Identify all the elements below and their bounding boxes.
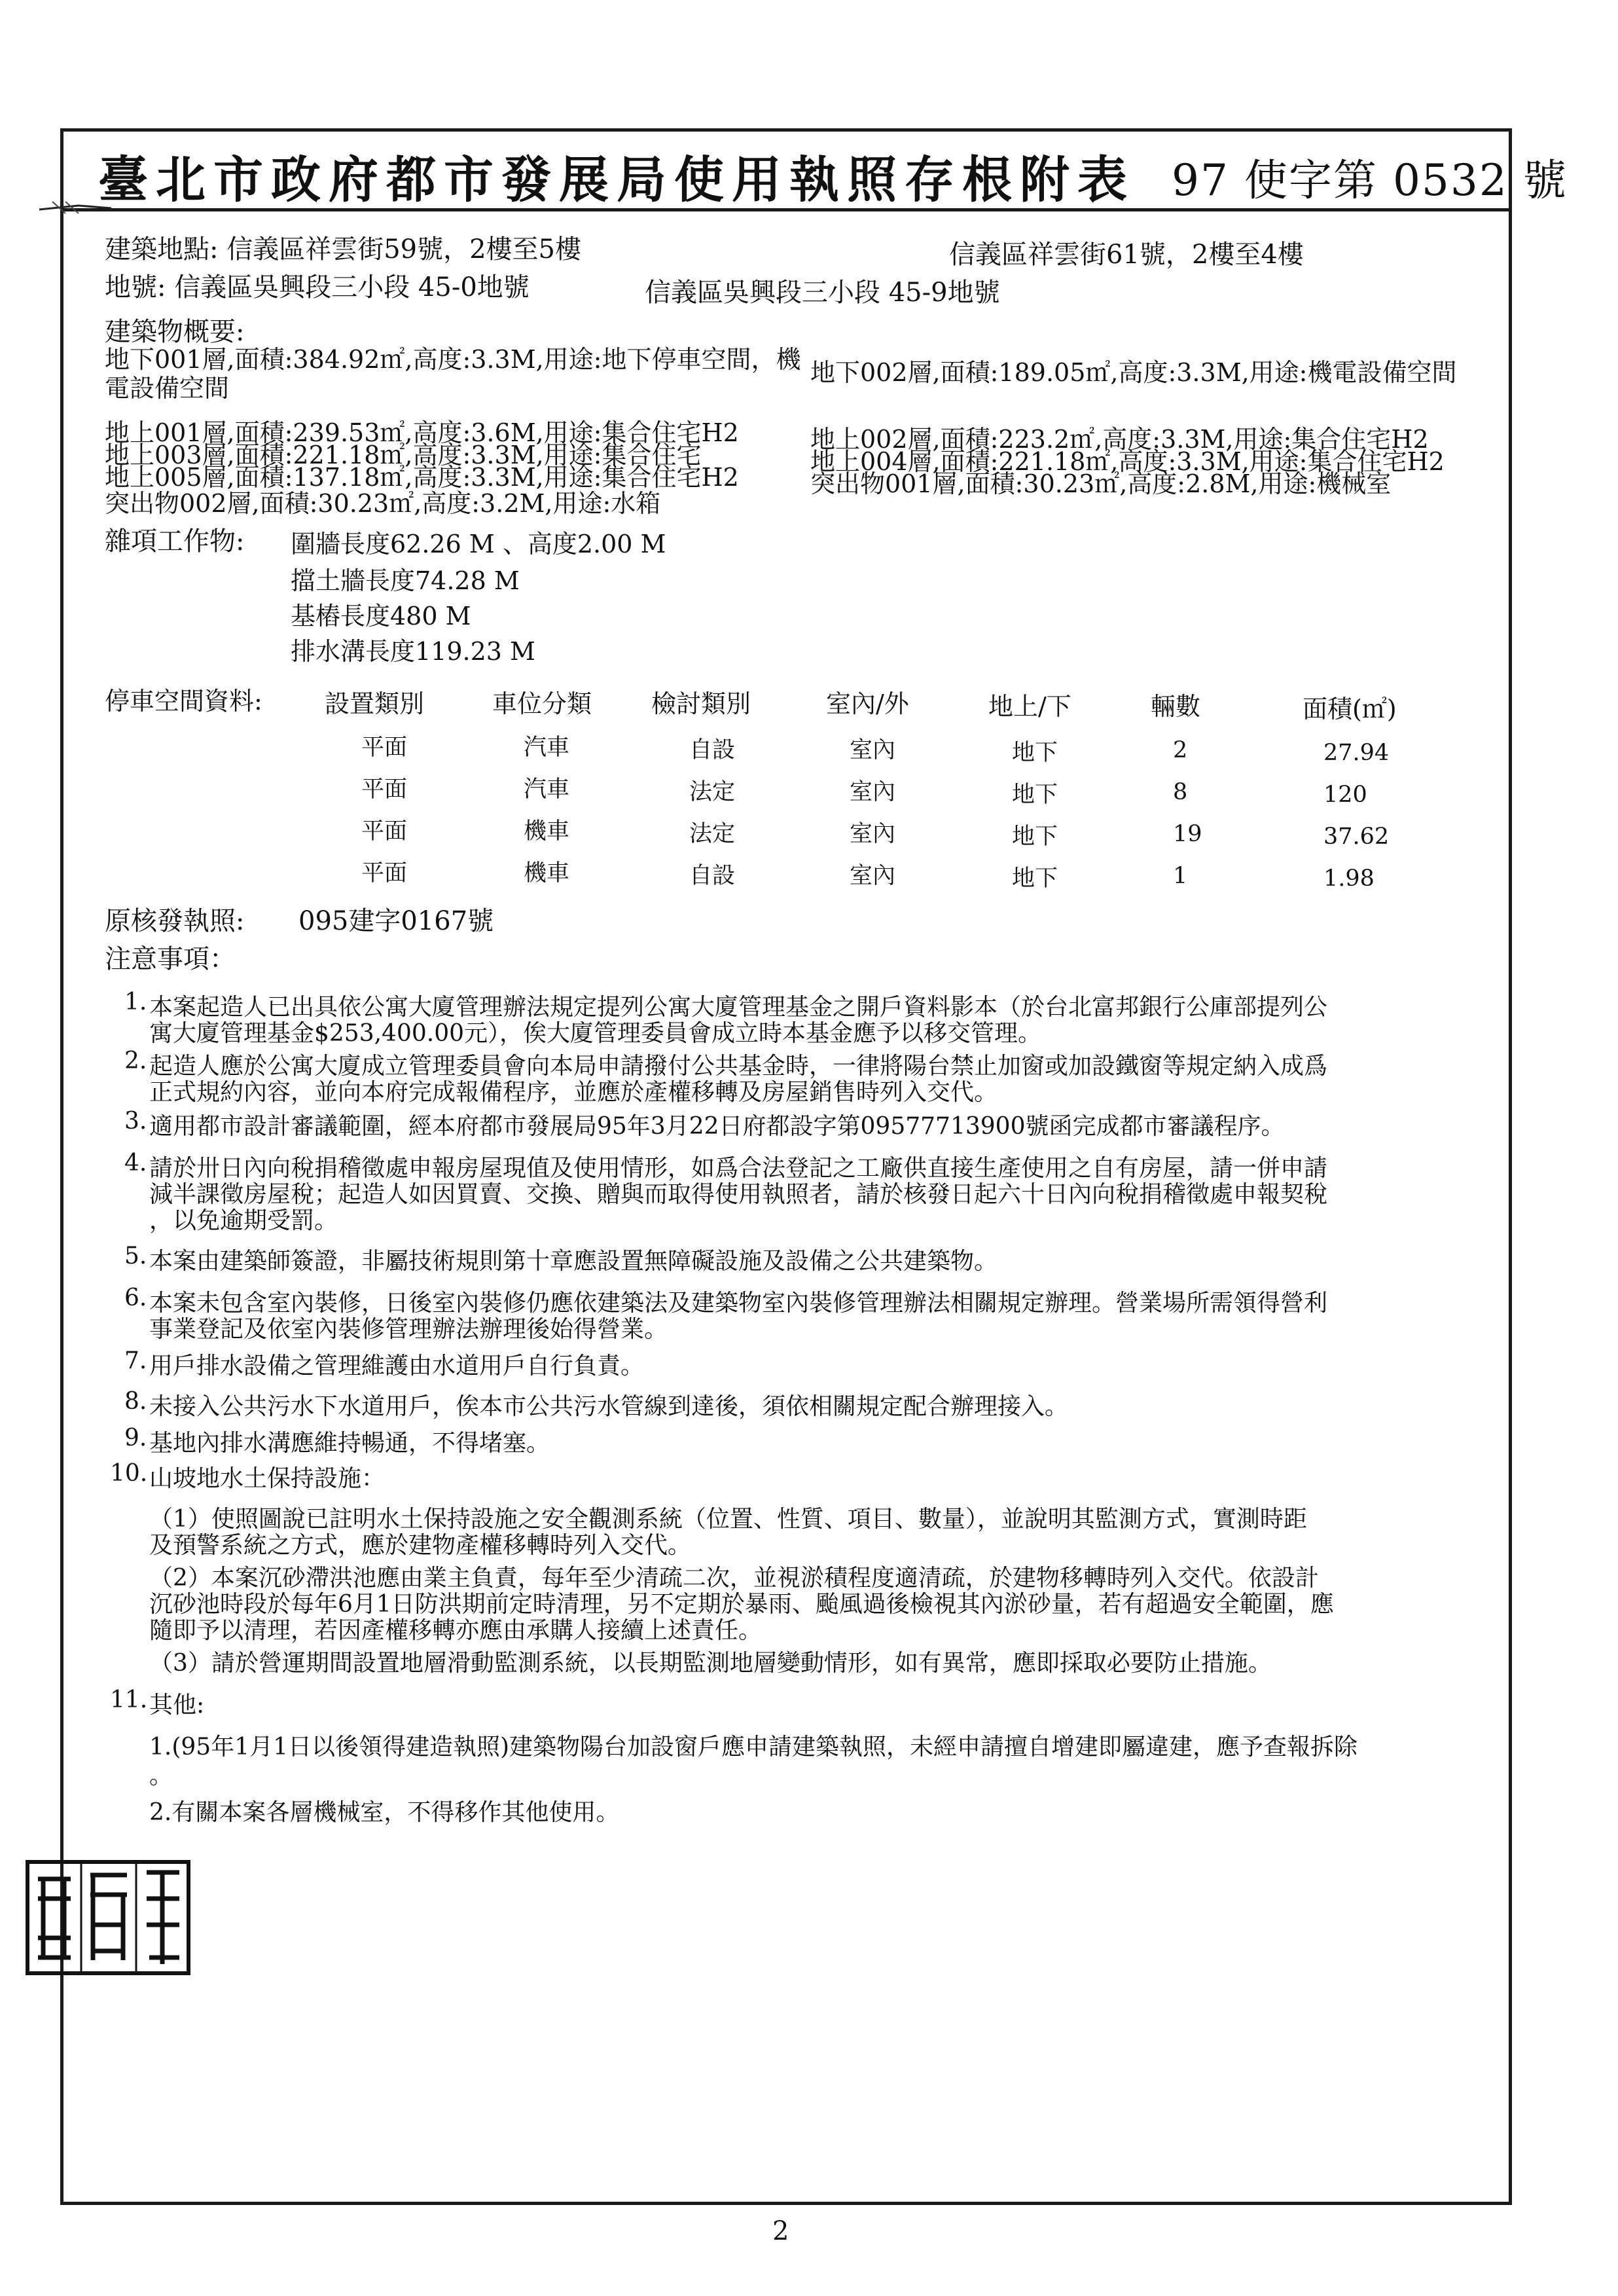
cell: 自設 [689,737,736,763]
misc-item: 擋土牆長度74.28 M [291,566,520,595]
original-license-label: 原核發執照: [105,906,245,936]
note-4-line: 請於卅日內向稅捐稽徵處申報房屋現值及使用情形，如爲合法登記之工廠供直接生產使用之自有房屋，請一併申請 [149,1155,1328,1182]
parking-label: 停車空間資料: [105,687,262,716]
misc-item: 圍牆長度62.26 M 、高度2.00 M [291,530,666,558]
cell: 37.62 [1323,824,1390,850]
cell: 室內 [850,821,896,847]
address-value-2: 信義區祥雲街61號，2樓至4樓 [949,240,1304,270]
lot-row [105,274,530,301]
note-number: 11. [110,1686,148,1713]
note-number: 10. [110,1460,148,1487]
misc-item: 基樁長度480 M [291,602,471,630]
page-title: 臺北市政府都市發展局使用執照存根附表 [98,151,1135,209]
cell: 地下 [1012,740,1058,766]
cell: 機車 [524,818,570,845]
floor-b1: 地下001層,面積:384.92㎡,高度:3.3M,用途:地下停車空間，機 [105,345,801,374]
cell: 機車 [524,860,570,886]
note-6-line: 事業登記及依室內裝修管理辦法辦理後始得營業。 [149,1316,668,1343]
floor-b1-cont: 電設備空間 [105,374,230,403]
permit-number: 97 使字第 0532 號 [1172,155,1568,206]
cell: 19 [1173,821,1202,847]
note-11-sub-line: 。 [149,1762,173,1789]
note-number: 4. [124,1150,147,1176]
parking-header: 面積(㎡) [1303,695,1397,723]
note-5-line: 本案由建築師簽證，非屬技術規則第十章應設置無障礙設施及設備之公共建築物。 [149,1248,998,1275]
address-value-1: 信義區祥雲街59號，2樓至5樓 [226,234,581,264]
floor-3: 地上003層,面積:221.18㎡,高度:3.3M,用途:集合住宅 [105,441,702,469]
cell: 室內 [850,779,896,805]
note-10-sub-line: （2）本案沉砂滯洪池應由業主負責，每年至少清疏二次，並視淤積程度適清疏，於建物移轉時列入交代。依設計 [149,1565,1319,1592]
original-license-value: 095建字0167號 [298,906,494,936]
note-10-sub-line: 隨即予以清理，若因產權移轉亦應由承購人接續上述責任。 [149,1617,763,1644]
floor-1: 地上001層,面積:239.53㎡,高度:3.6M,用途:集合住宅H2 [105,418,739,447]
roof-2: 突出物002層,面積:30.23㎡,高度:3.2M,用途:水箱 [105,489,661,518]
site-address-row [105,236,581,263]
cell: 120 [1323,782,1367,808]
floor-b2: 地下002層,面積:189.05㎡,高度:3.3M,用途:機電設備空間 [810,358,1457,387]
note-number: 9. [124,1425,147,1451]
cell: 平面 [361,776,408,803]
cell: 地下 [1012,866,1058,892]
cell: 27.94 [1323,740,1390,766]
parking-header: 地上/下 [988,692,1071,721]
note-10-sub-line: （3）請於營運期間設置地層滑動監測系統，以長期監測地層變動情形，如有異常，應即採取必要防止措施。 [149,1650,1272,1677]
parking-header: 室內/外 [826,689,909,718]
cell: 汽車 [524,735,570,761]
note-8-line: 未接入公共污水下水道用戶，俟本市公共污水管線到達後，須依相關規定配合辦理接入。 [149,1393,1069,1420]
overview-label: 建築物概要: [105,317,245,347]
cell: 地下 [1012,824,1058,850]
note-4-line: 減半課徵房屋稅；起造人如因買賣、交換、贈與而取得使用執照者，請於核發日起六十日內向稅捐稽徵處申報契稅 [149,1181,1328,1208]
note-number: 6. [124,1285,147,1311]
parking-header: 輛數 [1151,692,1201,721]
cell: 8 [1173,779,1188,805]
note-number: 3. [124,1108,147,1135]
cell: 平面 [361,860,408,886]
cell: 1.98 [1323,866,1375,892]
cell: 地下 [1012,782,1058,808]
page-number: 2 [772,2216,789,2246]
cell: 自設 [689,863,736,889]
note-10-line: 山坡地水土保持設施： [149,1465,386,1492]
floor-4: 地上004層,面積:221.18㎡,高度:3.3M,用途:集合住宅H2 [810,447,1445,476]
note-number: 8. [124,1388,147,1415]
parking-header: 檢討類別 [651,689,751,718]
cell: 室內 [850,737,896,763]
note-number: 2. [124,1048,147,1074]
cell: 法定 [689,821,736,847]
floor-2: 地上002層,面積:223.2㎡,高度:3.3M,用途:集合住宅H2 [810,425,1429,454]
note-number: 7. [124,1347,147,1374]
note-4-line: ，以免逾期受罰。 [149,1207,338,1234]
note-11-line: 其他: [149,1692,205,1719]
note-2-line: 起造人應於公寓大廈成立管理委員會向本局申請撥付公共基金時，一律將陽台禁止加窗或加設鐵窗等規定納入成爲 [149,1053,1328,1080]
note-11-sub-line: 2.有關本案各層機械室，不得移作其他使用。 [149,1799,620,1826]
note-10-sub-line: 沉砂池時段於每年6月1日防洪期前定時清理，另不定期於暴雨、颱風過後檢視其內淤砂量，若有超過安全範圍，應 [149,1591,1334,1618]
note-number: 1. [124,989,147,1015]
note-1-line: 寓大廈管理基金$253,400.00元），俟大廈管理委員會成立時本基金應予以移交管理。 [149,1020,1042,1047]
note-3-line: 適用都市設計審議範圍，經本府都市發展局95年3月22日府都設字第09577713900號函完成都市審議程序。 [149,1113,1285,1140]
cell: 2 [1173,737,1188,763]
note-number: 5. [124,1243,147,1269]
cell: 1 [1173,863,1188,889]
note-6-line: 本案未包含室內裝修，日後室內裝修仍應依建築法及建築物室內裝修管理辦法相關規定辦理。營業場所需領得營利 [149,1290,1328,1317]
cell: 法定 [689,779,736,805]
note-9-line: 基地內排水溝應維持暢通，不得堵塞。 [149,1430,550,1457]
note-7-line: 用戶排水設備之管理維護由水道用戶自行負責。 [149,1353,645,1379]
cell: 室內 [850,863,896,889]
lot-label: 地號: [105,272,166,302]
note-11-sub-line: 1.(95年1月1日以後領得建造執照)建築物陽台加設窗戶應申請建築執照，未經申請擅自增建即屬違建，應予查報拆除 [149,1734,1358,1760]
note-1-line: 本案起造人已出具依公寓大廈管理辦法規定提列公寓大廈管理基金之開戶資料影本（於台北富邦銀行公庫部提列公 [149,994,1328,1021]
parking-header: 設置類別 [325,689,425,718]
roof-1: 突出物001層,面積:30.23㎡,高度:2.8M,用途:機械室 [810,469,1392,498]
official-seal-stamp [25,1859,191,1976]
misc-label: 雜項工作物: [105,526,245,556]
cell: 平面 [361,818,408,845]
address-label: 建築地點: [105,234,219,264]
parking-header: 車位分類 [492,689,592,718]
cell: 汽車 [524,776,570,803]
notes-label: 注意事項： [105,944,236,974]
misc-item: 排水溝長度119.23 M [291,637,535,666]
note-10-sub-line: 及預警系統之方式，應於建物產權移轉時列入交代。 [149,1532,692,1559]
lot-value-2: 信義區吳興段三小段 45-9地號 [645,278,1000,308]
floor-5: 地上005層,面積:137.18㎡,高度:3.3M,用途:集合住宅H2 [105,463,739,492]
note-2-line: 正式規約內容，並向本府完成報備程序，並應於產權移轉及房屋銷售時列入交代。 [149,1079,998,1106]
note-10-sub-line: （1）使照圖說已註明水土保持設施之安全觀測系統（位置、性質、項目、數量），並說明其監測方式，實測時距 [149,1506,1307,1533]
lot-value-1: 信義區吳興段三小段 45-0地號 [174,272,530,302]
cell: 平面 [361,735,408,761]
